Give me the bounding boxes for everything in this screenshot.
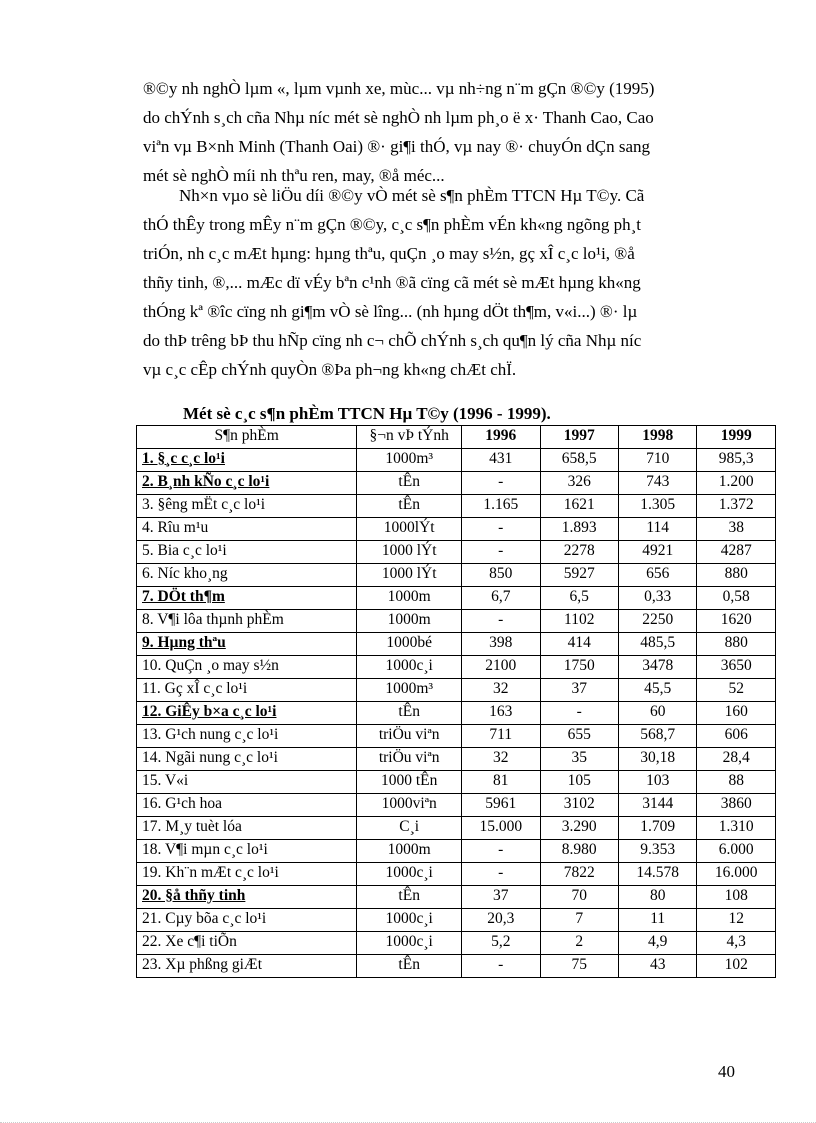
value-cell: 431 [462, 449, 540, 472]
text-line: thÓ thÊy trong mÊy n¨m gÇn ®©y, c¸c s¶n phÈm vÉn kh«ng ngõng ph¸t [143, 215, 641, 234]
value-cell: 14.578 [618, 863, 696, 886]
product-name-cell: 12. GiÊy b×a c¸c lo¹i [137, 702, 357, 725]
unit-cell: triÖu viªn [357, 748, 462, 771]
page-number: 40 [718, 1062, 735, 1081]
table-row [137, 679, 776, 702]
unit-cell: tÊn [357, 886, 462, 909]
analysis-paragraph [143, 181, 743, 384]
value-cell: - [462, 610, 540, 633]
value-cell: 1.893 [540, 518, 618, 541]
value-cell: 11 [618, 909, 696, 932]
value-cell: 43 [618, 955, 696, 978]
value-cell: 710 [618, 449, 696, 472]
value-cell: 28,4 [697, 748, 776, 771]
value-cell: 1.709 [618, 817, 696, 840]
unit-cell: 1000bé [357, 633, 462, 656]
value-cell: 658,5 [540, 449, 618, 472]
product-name-cell: 15. V«i [137, 771, 357, 794]
table-row [137, 794, 776, 817]
value-cell: 81 [462, 771, 540, 794]
product-name-cell: 13. G¹ch nung c¸c lo¹i [137, 725, 357, 748]
value-cell: - [462, 955, 540, 978]
text-line: Nh×n vµo sè liÖu díi ®©y vÒ mét sè s¶n phÈm TTCN Hµ T©y. Cã [179, 186, 645, 205]
unit-cell: 1000m [357, 587, 462, 610]
value-cell: - [462, 863, 540, 886]
value-cell: 2 [540, 932, 618, 955]
header-product: S¶n phÈm [137, 426, 357, 449]
value-cell: 850 [462, 564, 540, 587]
value-cell: 15.000 [462, 817, 540, 840]
unit-cell: 1000c¸i [357, 656, 462, 679]
value-cell: 3650 [697, 656, 776, 679]
intro-paragraph [143, 74, 743, 190]
value-cell: 45,5 [618, 679, 696, 702]
table-row [137, 909, 776, 932]
product-name-cell: 1. §¸c c¸c lo¹i [137, 449, 357, 472]
value-cell: 80 [618, 886, 696, 909]
value-cell: 88 [697, 771, 776, 794]
header-1998: 1998 [618, 426, 696, 449]
value-cell: - [462, 518, 540, 541]
header-1997: 1997 [540, 426, 618, 449]
value-cell: 2278 [540, 541, 618, 564]
table-row [137, 564, 776, 587]
table-row [137, 656, 776, 679]
value-cell: 1621 [540, 495, 618, 518]
table-row [137, 840, 776, 863]
value-cell: 568,7 [618, 725, 696, 748]
value-cell: 1.310 [697, 817, 776, 840]
header-unit: §¬n vÞ tÝnh [357, 426, 462, 449]
text-line: thÓng kª ®îc cïng nh gi¶m vÒ sè lîng... (nh hµng dÖt th¶m, v«i...) ®· lµ [143, 302, 638, 321]
table-row [137, 932, 776, 955]
table-caption: Mét sè c¸c s¶n phÈm TTCN Hµ T©y (1996 - 1999). [183, 404, 551, 423]
product-name-cell: 14. Ngãi nung c¸c lo¹i [137, 748, 357, 771]
unit-cell: tÊn [357, 472, 462, 495]
text-line: mét sè nghÒ míi nh thªu ren, may, ®å méc... [143, 166, 445, 185]
value-cell: 5,2 [462, 932, 540, 955]
value-cell: 1750 [540, 656, 618, 679]
value-cell: 8.980 [540, 840, 618, 863]
product-name-cell: 6. Níc kho¸ng [137, 564, 357, 587]
value-cell: 70 [540, 886, 618, 909]
product-name-cell: 17. M¸y tuèt lóa [137, 817, 357, 840]
value-cell: 16.000 [697, 863, 776, 886]
table-row [137, 633, 776, 656]
product-name-cell: 16. G¹ch hoa [137, 794, 357, 817]
table-row [137, 472, 776, 495]
value-cell: 656 [618, 564, 696, 587]
value-cell: 12 [697, 909, 776, 932]
value-cell: 1102 [540, 610, 618, 633]
value-cell: 1.200 [697, 472, 776, 495]
value-cell: 743 [618, 472, 696, 495]
table-row [137, 771, 776, 794]
value-cell: 1620 [697, 610, 776, 633]
product-name-cell: 10. QuÇn ¸o may s½n [137, 656, 357, 679]
unit-cell: tÊn [357, 495, 462, 518]
value-cell: 2250 [618, 610, 696, 633]
value-cell: 4,3 [697, 932, 776, 955]
product-name-cell: 21. Cµy bõa c¸c lo¹i [137, 909, 357, 932]
text-line: vµ c¸c cÊp chÝnh quyÒn ®Þa ph¬ng kh«ng chÆt chÏ. [143, 360, 517, 379]
value-cell: 3102 [540, 794, 618, 817]
unit-cell: 1000m³ [357, 449, 462, 472]
unit-cell: 1000 lÝt [357, 564, 462, 587]
table-row [137, 725, 776, 748]
value-cell: 0,33 [618, 587, 696, 610]
value-cell: 398 [462, 633, 540, 656]
value-cell: 37 [462, 886, 540, 909]
value-cell: 30,18 [618, 748, 696, 771]
value-cell: 6,5 [540, 587, 618, 610]
unit-cell: 1000m [357, 840, 462, 863]
text-line: thñy tinh, ®,... mÆc dï vÉy bªn c¹nh ®ã cïng cã mét sè mÆt hµng kh«ng [143, 273, 641, 292]
unit-cell: 1000m³ [357, 679, 462, 702]
value-cell: 326 [540, 472, 618, 495]
product-name-cell: 11. Gç xÎ c¸c lo¹i [137, 679, 357, 702]
product-name-cell: 3. §êng mËt c¸c lo¹i [137, 495, 357, 518]
value-cell: 20,3 [462, 909, 540, 932]
unit-cell: C¸i [357, 817, 462, 840]
product-name-cell: 20. §å thñy tinh [137, 886, 357, 909]
table-row [137, 587, 776, 610]
value-cell: 606 [697, 725, 776, 748]
value-cell: 6,7 [462, 587, 540, 610]
product-name-cell: 9. Hµng thªu [137, 633, 357, 656]
product-name-cell: 5. Bia c¸c lo¹i [137, 541, 357, 564]
value-cell: 4,9 [618, 932, 696, 955]
unit-cell: tÊn [357, 702, 462, 725]
value-cell: - [540, 702, 618, 725]
value-cell: 985,3 [697, 449, 776, 472]
value-cell: 414 [540, 633, 618, 656]
value-cell: 655 [540, 725, 618, 748]
table-row [137, 886, 776, 909]
value-cell: 4921 [618, 541, 696, 564]
unit-cell: tÊn [357, 955, 462, 978]
table-row [137, 449, 776, 472]
value-cell: 880 [697, 564, 776, 587]
product-name-cell: 18. V¶i mµn c¸c lo¹i [137, 840, 357, 863]
value-cell: 32 [462, 748, 540, 771]
table-row [137, 541, 776, 564]
value-cell: 3.290 [540, 817, 618, 840]
product-name-cell: 19. Kh¨n mÆt c¸c lo¹i [137, 863, 357, 886]
table-header-row [137, 426, 776, 449]
table-row [137, 748, 776, 771]
text-line: triÓn, nh c¸c mÆt hµng: hµng thªu, quÇn ¸o may s½n, gç xÎ c¸c lo¹i, ®å [143, 244, 635, 263]
table-row [137, 702, 776, 725]
value-cell: 4287 [697, 541, 776, 564]
value-cell: 1.165 [462, 495, 540, 518]
products-table [136, 425, 776, 978]
product-name-cell: 4. Rîu m¹u [137, 518, 357, 541]
unit-cell: 1000 lÝt [357, 541, 462, 564]
unit-cell: 1000viªn [357, 794, 462, 817]
product-name-cell: 2. B¸nh kÑo c¸c lo¹i [137, 472, 357, 495]
product-name-cell: 22. Xe c¶i tiÕn [137, 932, 357, 955]
value-cell: 0,58 [697, 587, 776, 610]
value-cell: 75 [540, 955, 618, 978]
value-cell: 60 [618, 702, 696, 725]
unit-cell: triÖu viªn [357, 725, 462, 748]
text-line: ®©y nh nghÒ lµm «, lµm vµnh xe, mùc... vµ nh÷ng n¨m gÇn ®©y (1995) [143, 79, 655, 98]
unit-cell: 1000lÝt [357, 518, 462, 541]
value-cell: 160 [697, 702, 776, 725]
value-cell: 9.353 [618, 840, 696, 863]
value-cell: 1.372 [697, 495, 776, 518]
value-cell: 5961 [462, 794, 540, 817]
value-cell: - [462, 840, 540, 863]
value-cell: 2100 [462, 656, 540, 679]
value-cell: 3144 [618, 794, 696, 817]
value-cell: 37 [540, 679, 618, 702]
value-cell: 38 [697, 518, 776, 541]
value-cell: 7822 [540, 863, 618, 886]
unit-cell: 1000c¸i [357, 863, 462, 886]
value-cell: 485,5 [618, 633, 696, 656]
value-cell: 103 [618, 771, 696, 794]
value-cell: 5927 [540, 564, 618, 587]
value-cell: - [462, 472, 540, 495]
value-cell: 711 [462, 725, 540, 748]
table-row [137, 863, 776, 886]
product-name-cell: 23. Xµ phßng giÆt [137, 955, 357, 978]
unit-cell: 1000c¸i [357, 909, 462, 932]
value-cell: 880 [697, 633, 776, 656]
header-1999: 1999 [697, 426, 776, 449]
value-cell: - [462, 541, 540, 564]
value-cell: 105 [540, 771, 618, 794]
table-row [137, 518, 776, 541]
value-cell: 102 [697, 955, 776, 978]
product-name-cell: 7. DÖt th¶m [137, 587, 357, 610]
value-cell: 108 [697, 886, 776, 909]
unit-cell: 1000m [357, 610, 462, 633]
value-cell: 114 [618, 518, 696, 541]
product-name-cell: 8. V¶i lôa thµnh phÈm [137, 610, 357, 633]
value-cell: 52 [697, 679, 776, 702]
value-cell: 3860 [697, 794, 776, 817]
unit-cell: 1000c¸i [357, 932, 462, 955]
value-cell: 32 [462, 679, 540, 702]
value-cell: 3478 [618, 656, 696, 679]
value-cell: 7 [540, 909, 618, 932]
value-cell: 163 [462, 702, 540, 725]
header-1996: 1996 [462, 426, 540, 449]
value-cell: 35 [540, 748, 618, 771]
table-row [137, 495, 776, 518]
text-line: viªn vµ B×nh Minh (Thanh Oai) ®· gi¶i thÓ, vµ nay ®· chuyÓn dÇn sang [143, 137, 650, 156]
table-row [137, 955, 776, 978]
text-line: do chÝnh s¸ch cña Nhµ níc mét sè nghÒ nh lµm ph¸o ë x· Thanh Cao, Cao [143, 108, 654, 127]
unit-cell: 1000 tÊn [357, 771, 462, 794]
value-cell: 6.000 [697, 840, 776, 863]
table-row [137, 817, 776, 840]
table-row [137, 610, 776, 633]
text-line: do thÞ trêng bÞ thu hÑp cïng nh c¬ chÕ chÝnh s¸ch qu¶n lý cña Nhµ níc [143, 331, 642, 350]
value-cell: 1.305 [618, 495, 696, 518]
